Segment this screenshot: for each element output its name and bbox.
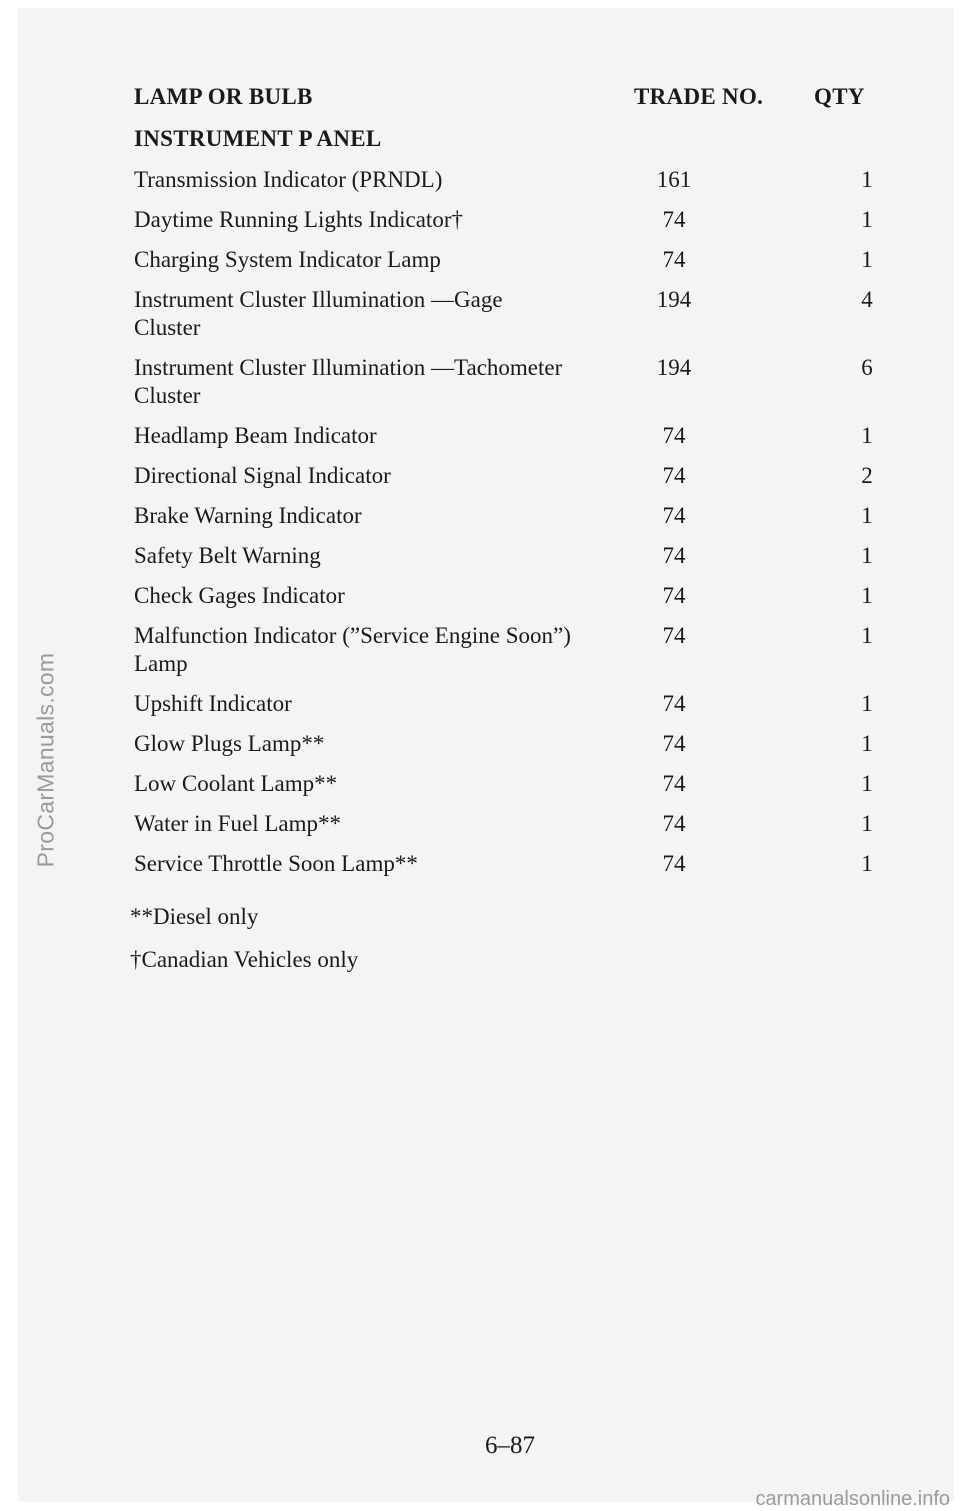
row-qty: 1 bbox=[861, 771, 873, 796]
footnote-canadian: †Canadian Vehicles only bbox=[130, 947, 359, 972]
footnotes bbox=[130, 903, 358, 989]
row-trade-no: 74 bbox=[662, 731, 686, 756]
row-trade-no: 74 bbox=[662, 691, 686, 716]
table-row bbox=[134, 542, 894, 570]
row-name: Safety Belt Warning bbox=[134, 543, 321, 568]
row-trade-no: 74 bbox=[662, 463, 686, 488]
row-qty: 2 bbox=[861, 463, 873, 488]
header-trade-no: TRADE NO. bbox=[634, 84, 764, 109]
side-watermark: ProCarManuals.com bbox=[32, 652, 59, 868]
row-name: Water in Fuel Lamp** bbox=[134, 811, 342, 836]
table-row bbox=[134, 246, 894, 274]
row-name: Instrument Cluster Illumination —Tachometer Cluster bbox=[134, 355, 563, 408]
table-row bbox=[134, 462, 894, 490]
row-trade-no: 74 bbox=[662, 811, 686, 836]
row-trade-no: 74 bbox=[662, 543, 686, 568]
row-name: Low Coolant Lamp** bbox=[134, 771, 338, 796]
row-trade-no: 74 bbox=[662, 771, 686, 796]
row-trade-no: 74 bbox=[662, 247, 686, 272]
row-name: Service Throttle Soon Lamp** bbox=[134, 851, 418, 876]
row-name: Charging System Indicator Lamp bbox=[134, 247, 441, 272]
table-row bbox=[134, 850, 894, 878]
row-trade-no: 74 bbox=[662, 423, 686, 448]
row-name: Transmission Indicator (PRNDL) bbox=[134, 167, 443, 192]
row-trade-no: 74 bbox=[662, 851, 686, 876]
table-row bbox=[134, 622, 894, 678]
header-qty: QTY bbox=[814, 84, 865, 109]
row-trade-no: 74 bbox=[662, 583, 686, 608]
row-name: Check Gages Indicator bbox=[134, 583, 345, 608]
row-name: Glow Plugs Lamp** bbox=[134, 731, 325, 756]
row-name: Brake Warning Indicator bbox=[134, 503, 362, 528]
row-qty: 1 bbox=[861, 503, 873, 528]
row-qty: 6 bbox=[861, 355, 873, 380]
page-number: 6–87 bbox=[485, 1432, 535, 1459]
row-trade-no: 194 bbox=[656, 355, 692, 380]
row-qty: 1 bbox=[861, 543, 873, 568]
row-qty: 1 bbox=[861, 207, 873, 232]
table-row bbox=[134, 286, 894, 342]
bulb-table bbox=[134, 166, 894, 890]
row-name: Directional Signal Indicator bbox=[134, 463, 391, 488]
row-name: Malfunction Indicator (”Service Engine Soon”) Lamp bbox=[134, 623, 571, 676]
row-qty: 1 bbox=[861, 247, 873, 272]
row-qty: 4 bbox=[861, 287, 873, 312]
row-name: Headlamp Beam Indicator bbox=[134, 423, 377, 448]
row-name: Instrument Cluster Illumination —Gage Cluster bbox=[134, 287, 503, 340]
table-row bbox=[134, 770, 894, 798]
table-row bbox=[134, 422, 894, 450]
table-row bbox=[134, 166, 894, 194]
section-title: INSTRUMENT P ANEL bbox=[134, 126, 382, 151]
row-name: Daytime Running Lights Indicator† bbox=[134, 207, 463, 232]
table-row bbox=[134, 690, 894, 718]
row-qty: 1 bbox=[861, 851, 873, 876]
table-row bbox=[134, 206, 894, 234]
row-qty: 1 bbox=[861, 167, 873, 192]
table-row bbox=[134, 354, 894, 410]
row-trade-no: 74 bbox=[662, 623, 686, 648]
row-trade-no: 161 bbox=[656, 167, 692, 192]
table-row bbox=[134, 730, 894, 758]
row-qty: 1 bbox=[861, 623, 873, 648]
row-trade-no: 194 bbox=[656, 287, 692, 312]
bottom-watermark: carmanualsonline.info bbox=[755, 1488, 950, 1510]
row-qty: 1 bbox=[861, 583, 873, 608]
row-qty: 1 bbox=[861, 691, 873, 716]
row-qty: 1 bbox=[861, 811, 873, 836]
table-row bbox=[134, 582, 894, 610]
row-qty: 1 bbox=[861, 731, 873, 756]
row-trade-no: 74 bbox=[662, 503, 686, 528]
row-name: Upshift Indicator bbox=[134, 691, 292, 716]
footnote-diesel: **Diesel only bbox=[130, 904, 259, 929]
row-trade-no: 74 bbox=[662, 207, 686, 232]
header-lamp-or-bulb: LAMP OR BULB bbox=[134, 84, 313, 109]
table-row bbox=[134, 810, 894, 838]
table-row bbox=[134, 502, 894, 530]
row-qty: 1 bbox=[861, 423, 873, 448]
